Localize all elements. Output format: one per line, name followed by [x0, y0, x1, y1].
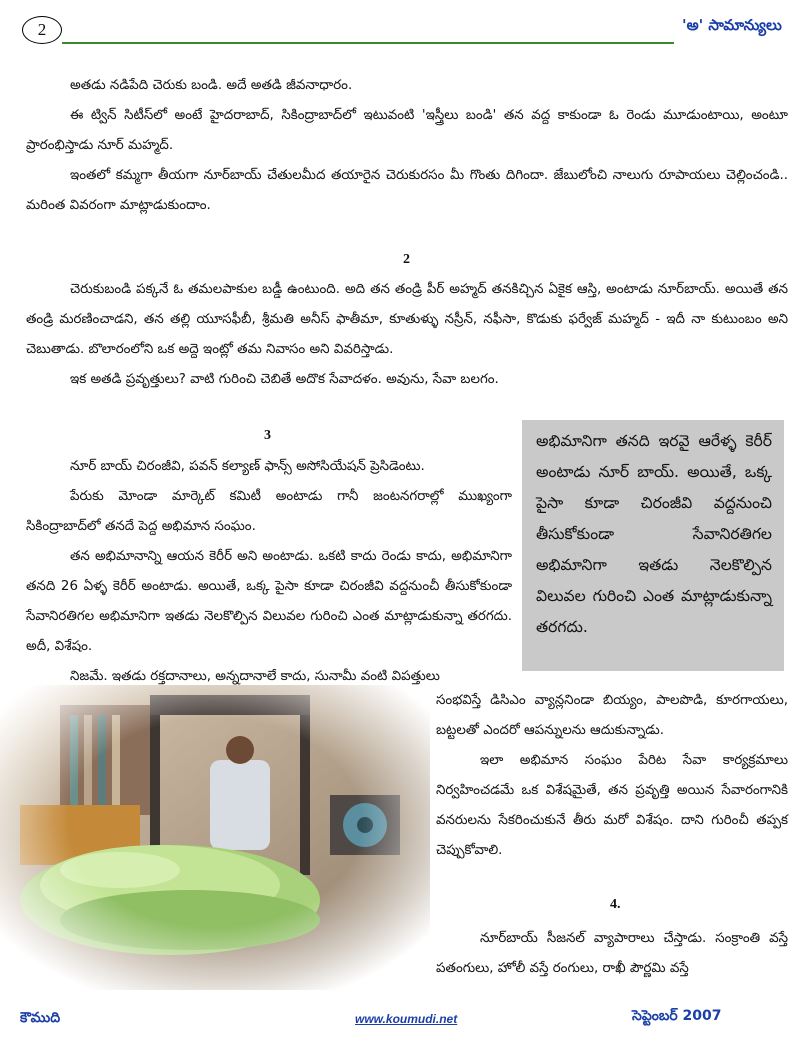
- footer-magazine-name: కౌముది: [20, 1010, 61, 1026]
- header-rule: [62, 42, 674, 44]
- section-4-paragraph-1: నూర్‌బాయ్ సీజనల్ వ్యాపారాలు చేస్తాడు. సంక్రాంతి వస్తే పతంగులు, హోలీ వస్తే రంగులు, రాఖీ పౌర్ణమి వస్తే: [436, 931, 788, 976]
- section-4-text: [436, 924, 788, 984]
- intro-text: [26, 71, 788, 221]
- section-3-paragraph-5: ఇలా అభిమాన సంఘం పేరిట సేవా కార్యక్రమాలు నిర్వహించడమే ఒక విశేషమైతే, తన ప్రవృత్తి అయిన సేవారంగానికి వనరులను సేకరించుకునే తీరు మరో విశేషం. దాని గురించీ తప్పక చెప్పుకోవాలి.: [436, 753, 788, 858]
- page-number: 2: [22, 16, 62, 44]
- intro-paragraph-1: అతడు నడిపేది చెరుకు బండి. అదే అతడి జీవనాధారం.: [70, 78, 353, 93]
- footer-issue-date: సెప్టెంబర్ 2007: [632, 1008, 722, 1024]
- section-2-text: [26, 275, 788, 395]
- section-3-paragraph-4: నిజమే. ఇతడు రక్తదానాలు, అన్నదానాలే కాదు, సునామీ వంటి విపత్తులు: [70, 669, 440, 684]
- footer-website-link[interactable]: www.koumudi.net: [355, 1012, 458, 1026]
- section-3-paragraph-4-continued: సంభవిస్తే డిసిఎం వ్యాన్లనిండా బియ్యం, పాలపొడి, కూరగాయలు, బట్టలతో ఎందరో ఆపన్నులను ఆదుకున్నాడు.: [436, 693, 788, 738]
- pull-quote: అభిమానిగా తనది ఇరవై ఆరేళ్ళ కెరీర్ అంటాడు నూర్ బాయ్. అయితే, ఒక్క పైసా కూడా చిరంజీవి వద్దనుంచి తీసుకోకుండా సేవానిరతిగల అభిమానిగా ఇతడు నెలకొల్పిన విలువల గురించి ఎంత మాట్లాడుకున్నా తరగదు.: [522, 420, 784, 671]
- sugarcane-cart-photo: [0, 685, 430, 990]
- section-3-paragraph-1: నూర్ బాయ్ చిరంజీవి, పవన్ కల్యాణ్ ఫాన్స్ అసోసియేషన్ ప్రెసిడెంటు.: [70, 459, 425, 474]
- intro-paragraph-2: ఈ ట్విన్ సిటీస్‌లో అంటే హైదరాబాద్, సికింద్రాబాద్‌లో ఇటువంటి 'ఇస్త్రీలు బండి' తన వద్ద కాకుండా ఓ రెండు మూడుంటాయి, అంటూ ప్రారంభిస్తాడు నూర్ మహ్మద్.: [26, 108, 788, 153]
- section-3-number: 3: [264, 428, 271, 443]
- section-2-paragraph-1: చెరుకుబండి పక్కనే ఓ తమలపాకుల బడ్డీ ఉంటుంది. అది తన తండ్రి పీర్ అహ్మద్ తనకిచ్చిన ఏకైక ఆస్తి, అంటాడు నూర్‌బాయ్. అయితే తన తండ్రి మరణించాడని, తన తల్లి యూసఫీబీ, శ్రీమతి అనీస్ ఫాతీమా, కూతుళ్ళు నస్రీన్, నఫీసా, కొడుకు ఫర్వేజ్ మహ్మద్ - ఇదీ నా కుటుంబం అని చెబుతాడు. బొలారంలోని ఒక అద్దె ఇంట్లో తమ నివాసం అని వివరిస్తాడు.: [26, 282, 788, 357]
- section-3-paragraph-3: తన అభిమానాన్ని ఆయన కెరీర్ అని అంటాడు. ఒకటి కాదు రెండు కాదు, అభిమానిగా తనది 26 ఏళ్ళ కెరీర్ అంటాడు. అయితే, ఒక్క పైసా కూడా చిరంజీవి వద్దనుంచీ తీసుకోకుండా సేవానిరతిగల అభిమానిగా ఇతడు నెలకొల్పిన విలువల గురించి ఎంత మాట్లాడుకున్నా తరగదు. అదీ, విశేషం.: [26, 549, 512, 654]
- section-2-number: 2: [403, 252, 410, 267]
- section-3-continued: [436, 686, 788, 866]
- photo-illustration: [0, 685, 430, 990]
- section-4-number: 4.: [610, 897, 621, 912]
- magazine-column-title: 'అ' సామాన్యులు: [682, 16, 782, 34]
- intro-paragraph-3: ఇంతలో కమ్మగా తీయగా నూర్‌బాయ్ చేతులమీద తయారైన చెరుకురసం మీ గొంతు దిగిందా. జేబులోంచి నాలుగు రూపాయలు చెల్లించండి.. మరింత వివరంగా మాట్లాడుకుందాం.: [26, 168, 788, 213]
- section-2-paragraph-2: ఇక అతడి ప్రవృత్తులు? వాటి గురించి చెబితే అదొక సేవాదళం. అవును, సేవా బలగం.: [70, 372, 499, 387]
- section-3-text: [26, 452, 512, 692]
- section-3-paragraph-2: పేరుకు మోండా మార్కెట్ కమిటీ అంటాడు గానీ జంటనగరాల్లో ముఖ్యంగా సికింద్రాబాద్‌లో తనదే పెద్ద అభిమాన సంఘం.: [26, 489, 512, 534]
